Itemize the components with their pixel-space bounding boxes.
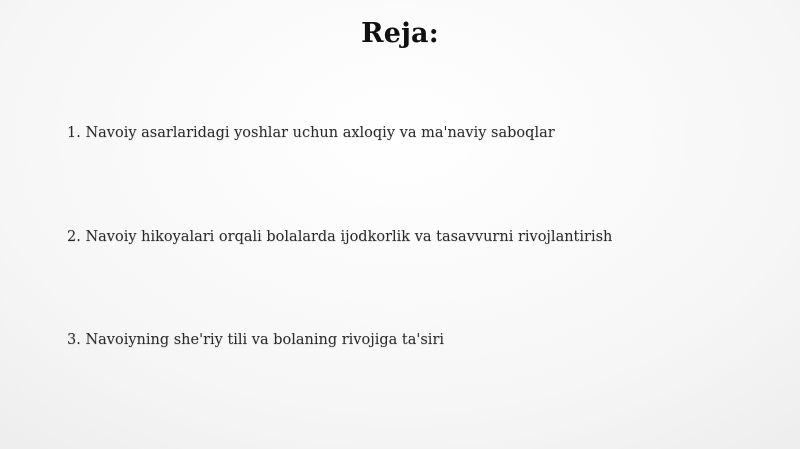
plan-item-1: 1. Navoiy asarlaridagi yoshlar uchun axloqiy va ma'naviy saboqlar (67, 125, 555, 141)
slide-title: Reja: (361, 18, 439, 49)
plan-item-2: 2. Navoiy hikoyalari orqali bolalarda ijodkorlik va tasavvurni rivojlantirish (67, 229, 613, 245)
plan-item-3: 3. Navoiyning she'riy tili va bolaning rivojiga ta'siri (67, 332, 445, 348)
